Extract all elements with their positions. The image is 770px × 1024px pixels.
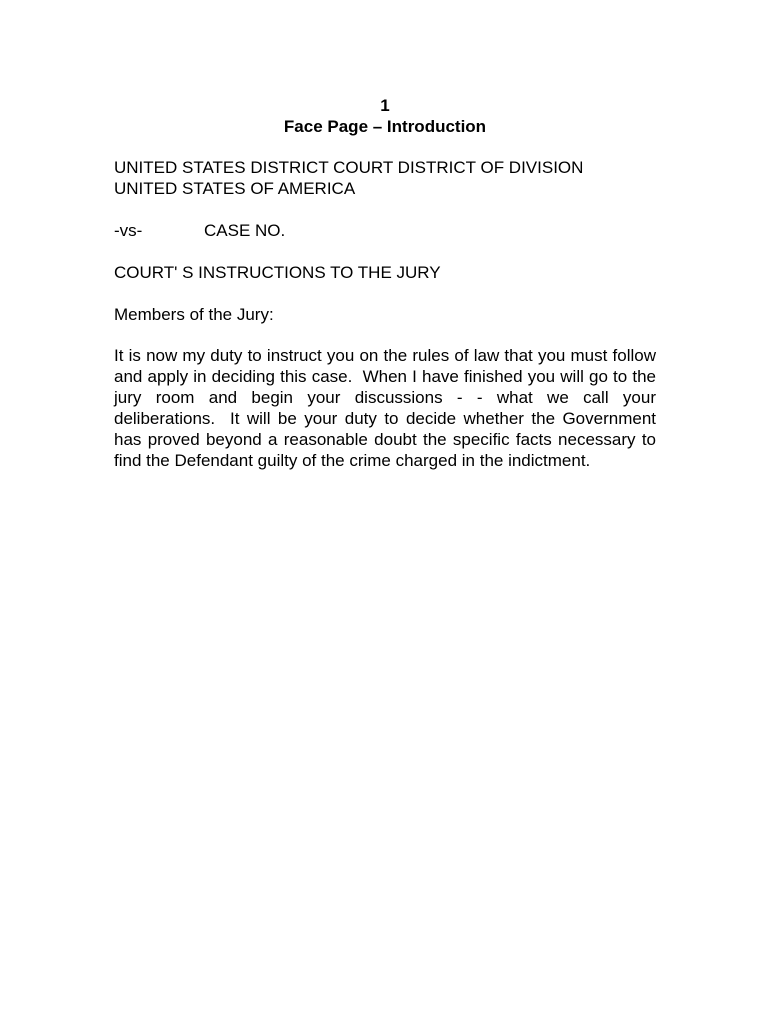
case-number-label: CASE NO. xyxy=(204,221,286,240)
case-caption xyxy=(114,157,656,199)
intro-paragraph: It is now my duty to instruct you on the rules of law that you must follow and apply in deciding this case. When I have finished you will go to the jury room and begin your discussions - - what we call your deliberations. It will be your duty to decide whether the Government has proved beyond a reasonable doubt the specific facts necessary to find the Defendant guilty of the crime charged in the indictment. xyxy=(114,346,661,470)
versus-line xyxy=(114,220,656,241)
court-name: UNITED STATES DISTRICT COURT DISTRICT OF DIVISION xyxy=(114,158,584,177)
instructions-title: COURT' S INSTRUCTIONS TO THE JURY xyxy=(114,263,441,282)
versus-label: -vs- xyxy=(114,221,143,240)
salutation: Members of the Jury: xyxy=(114,305,274,324)
page-title: Face Page – Introduction xyxy=(283,117,487,136)
plaintiff-name: UNITED STATES OF AMERICA xyxy=(114,179,356,198)
page-number: 1 xyxy=(380,96,390,115)
